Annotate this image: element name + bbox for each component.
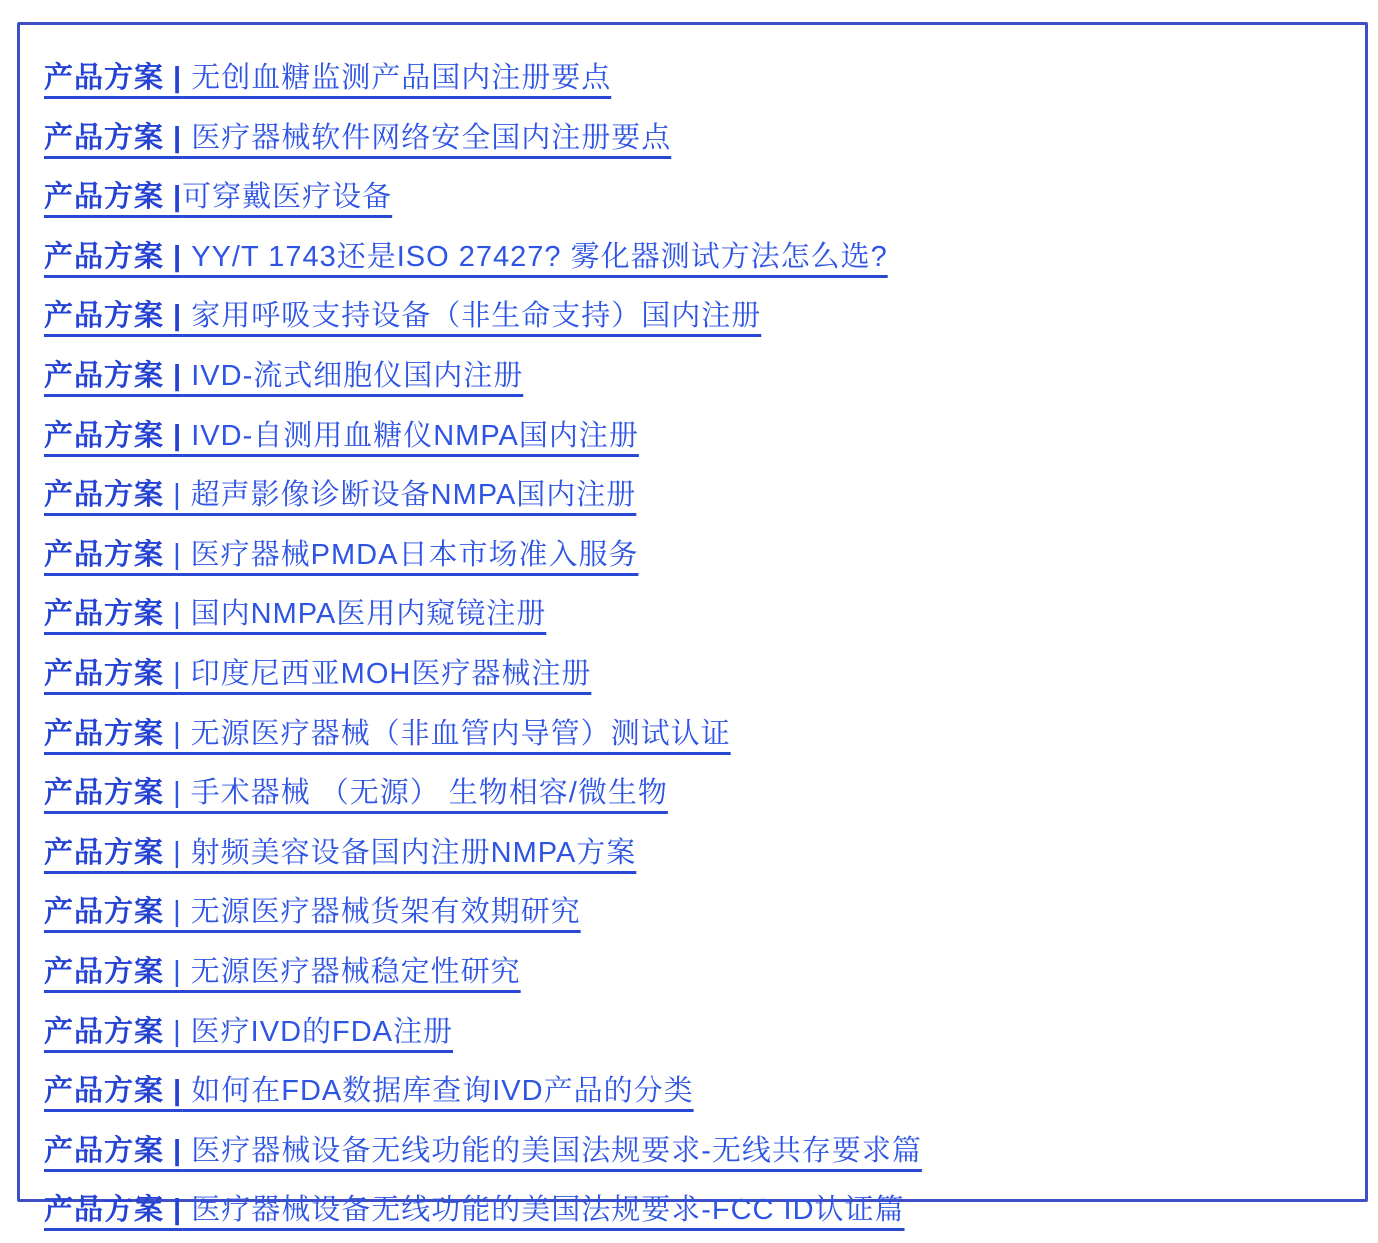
list-item (44, 945, 1345, 1005)
list-item (44, 587, 1345, 647)
article-link-prefix: 产品方案 | (44, 62, 183, 94)
list-item (44, 766, 1345, 826)
article-link-prefix: 产品方案 (44, 479, 165, 512)
article-link-prefix: 产品方案 | (44, 1134, 183, 1167)
article-link-title: IVD-流式细胞仪国内注册 (182, 359, 524, 392)
article-link[interactable] (44, 479, 636, 511)
article-link-prefix: 产品方案 | (44, 300, 183, 333)
list-item (44, 1183, 1345, 1243)
article-link[interactable] (44, 777, 668, 809)
article-link-title: | 国内NMPA医用内窥镜注册 (164, 598, 547, 631)
article-link[interactable] (44, 539, 638, 571)
article-link-prefix: 产品方案 | (44, 1075, 183, 1108)
article-link[interactable] (44, 181, 392, 213)
article-link-prefix: 产品方案 (44, 598, 165, 631)
list-item (44, 289, 1345, 349)
list-item (44, 349, 1345, 409)
article-link-prefix: 产品方案 | (44, 240, 183, 273)
list-item (44, 707, 1345, 767)
article-link-prefix: 产品方案 | (44, 121, 183, 154)
article-link[interactable] (44, 896, 581, 928)
article-link[interactable] (44, 420, 639, 452)
article-link[interactable] (44, 360, 523, 392)
article-link[interactable] (44, 122, 671, 154)
article-link-title: 如何在FDA数据库查询IVD产品的分类 (182, 1075, 694, 1108)
list-item (44, 826, 1345, 886)
article-list-panel (17, 22, 1368, 1227)
article-link-title: | 医疗器械PMDA日本市场准入服务 (164, 538, 639, 571)
article-link[interactable] (44, 837, 636, 869)
article-link-prefix: 产品方案 (44, 538, 165, 571)
article-link[interactable] (44, 598, 546, 630)
list-item (44, 647, 1345, 707)
list-item (44, 230, 1345, 290)
article-link-title: 无创血糖监测产品国内注册要点 (182, 62, 612, 94)
article-link-prefix: 产品方案 (44, 1015, 165, 1048)
article-link-title: IVD-自测用血糖仪NMPA国内注册 (182, 419, 639, 452)
article-link-prefix: 产品方案 | (44, 181, 183, 214)
list-item (44, 409, 1345, 469)
article-link-title: 医疗器械软件网络安全国内注册要点 (182, 121, 672, 154)
article-link[interactable] (44, 1194, 905, 1226)
article-link-title: YY/T 1743还是ISO 27427? 雾化器测试方法怎么选? (182, 240, 888, 273)
article-link[interactable] (44, 956, 521, 988)
article-link-title: 可穿戴医疗设备 (182, 181, 393, 214)
article-link-title: | 手术器械 （无源） 生物相容/微生物 (164, 777, 668, 810)
article-link[interactable] (44, 1075, 694, 1107)
article-link-title: | 医疗IVD的FDA注册 (164, 1015, 454, 1048)
article-link-prefix: 产品方案 (44, 896, 165, 929)
article-link-title: | 印度尼西亚MOH医疗器械注册 (164, 657, 592, 690)
article-link[interactable] (44, 1016, 453, 1048)
article-list (44, 51, 1345, 1243)
article-link-title: 医疗器械设备无线功能的美国法规要求-无线共存要求篇 (182, 1134, 922, 1167)
list-item (44, 1124, 1345, 1184)
article-link-prefix: 产品方案 (44, 955, 165, 988)
article-link-prefix: 产品方案 | (44, 1194, 183, 1227)
article-link-title: 家用呼吸支持设备（非生命支持）国内注册 (182, 300, 762, 333)
article-link[interactable] (44, 658, 591, 690)
list-item (44, 170, 1345, 230)
article-link-title: | 无源医疗器械稳定性研究 (164, 955, 521, 988)
article-link-prefix: 产品方案 (44, 657, 165, 690)
article-link[interactable] (44, 718, 731, 750)
article-link-title: | 无源医疗器械（非血管内导管）测试认证 (164, 717, 731, 750)
list-item (44, 468, 1345, 528)
article-link[interactable] (44, 300, 761, 332)
article-link-title: | 射频美容设备国内注册NMPA方案 (164, 836, 637, 869)
article-link[interactable] (44, 1135, 922, 1167)
list-item (44, 1064, 1345, 1124)
article-link-title: 医疗器械设备无线功能的美国法规要求-FCC ID认证篇 (182, 1194, 905, 1227)
list-item (44, 528, 1345, 588)
article-link-title: | 无源医疗器械货架有效期研究 (164, 896, 581, 929)
list-item (44, 111, 1345, 171)
list-item (44, 1005, 1345, 1065)
list-item (44, 51, 1345, 111)
article-link[interactable] (44, 241, 888, 273)
article-link-prefix: 产品方案 (44, 717, 165, 750)
article-link-title: | 超声影像诊断设备NMPA国内注册 (164, 479, 637, 512)
article-link-prefix: 产品方案 (44, 836, 165, 869)
article-link-prefix: 产品方案 | (44, 419, 183, 452)
article-link-prefix: 产品方案 | (44, 359, 183, 392)
list-item (44, 885, 1345, 945)
article-link-prefix: 产品方案 (44, 777, 165, 810)
article-link[interactable] (44, 62, 611, 94)
